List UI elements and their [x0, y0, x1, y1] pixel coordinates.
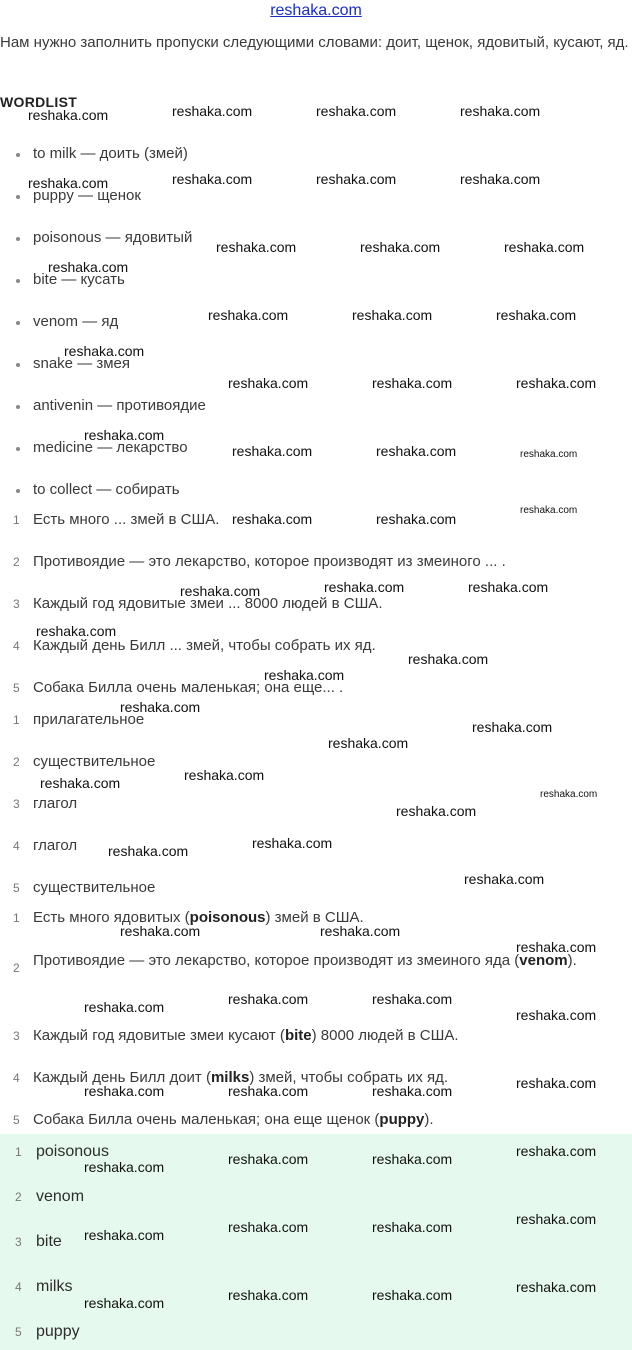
- completed-sentence-text: Каждый год ядовитые змеи кусают (bite) 8000 людей в США.: [33, 1027, 459, 1044]
- watermark-text: reshaka.com: [464, 871, 545, 887]
- item-number: 3: [13, 597, 20, 611]
- watermark-text: reshaka.com: [120, 699, 201, 715]
- watermark-text: reshaka.com: [252, 835, 333, 851]
- item-number: 4: [13, 839, 20, 853]
- answer-word: milks: [210, 1069, 250, 1086]
- watermark-text: reshaka.com: [516, 1075, 597, 1091]
- item-number: 4: [13, 1071, 20, 1085]
- wordlist-item-text: snake — змея: [33, 355, 131, 372]
- wordlist-item-text: medicine — лекарство: [33, 439, 188, 456]
- watermark-text: reshaka.com: [108, 843, 189, 859]
- watermark-text: reshaka.com: [408, 651, 489, 667]
- watermark-text: reshaka.com: [496, 307, 577, 323]
- watermark-text: reshaka.com: [324, 579, 405, 595]
- gap-sentence-text: Противоядие — это лекарство, которое производят из змеиного ... .: [33, 553, 506, 570]
- item-number: 1: [13, 911, 20, 925]
- item-number: 5: [15, 1325, 22, 1339]
- item-number: 2: [13, 555, 20, 569]
- answer-word: venom: [519, 952, 568, 969]
- watermark-text: reshaka.com: [516, 375, 597, 391]
- watermark-text: reshaka.com: [208, 307, 289, 323]
- watermark-text: reshaka.com: [216, 239, 297, 255]
- watermark-text: reshaka.com: [516, 1143, 597, 1159]
- watermark-text: reshaka.com: [520, 449, 578, 460]
- watermark-text: reshaka.com: [460, 171, 541, 187]
- intro-text: Нам нужно заполнить пропуски следующими словами: доит, щенок, ядовитый, кусают, яд.: [0, 34, 629, 51]
- watermark-text: reshaka.com: [228, 1151, 309, 1167]
- item-number: 5: [13, 1113, 20, 1127]
- item-number: 5: [13, 681, 20, 695]
- watermark-text: reshaka.com: [516, 939, 597, 955]
- answer-word: bite: [284, 1027, 312, 1044]
- watermark-text: reshaka.com: [328, 735, 409, 751]
- wordlist-item-text: to collect — собирать: [33, 481, 180, 498]
- item-number: 1: [13, 513, 20, 527]
- answer-text: poisonous: [36, 1143, 109, 1160]
- watermark-text: reshaka.com: [228, 991, 309, 1007]
- item-number: 1: [15, 1145, 22, 1159]
- watermark-text: reshaka.com: [372, 1083, 453, 1099]
- answer-text: bite: [36, 1233, 62, 1250]
- bullet-icon: [16, 447, 20, 451]
- bullet-icon: [16, 489, 20, 493]
- watermark-text: reshaka.com: [396, 803, 477, 819]
- answer-word: poisonous: [189, 909, 266, 926]
- bullet-icon: [16, 237, 20, 241]
- answer-text: venom: [36, 1188, 85, 1205]
- watermark-text: reshaka.com: [84, 1227, 165, 1243]
- watermark-text: reshaka.com: [372, 1287, 453, 1303]
- watermark-text: reshaka.com: [36, 623, 117, 639]
- watermark-text: reshaka.com: [228, 1083, 309, 1099]
- item-number: 2: [13, 961, 20, 975]
- watermark-text: reshaka.com: [232, 443, 313, 459]
- watermark-text: reshaka.com: [468, 579, 549, 595]
- watermark-text: reshaka.com: [64, 343, 145, 359]
- wordlist-item-text: venom — яд: [33, 313, 119, 330]
- item-number: 2: [15, 1190, 22, 1204]
- watermark-text: reshaka.com: [228, 1287, 309, 1303]
- item-number: 3: [13, 1029, 20, 1043]
- watermark-text: reshaka.com: [520, 505, 578, 516]
- watermark-text: reshaka.com: [180, 583, 261, 599]
- site-logo-link[interactable]: reshaka.com: [270, 2, 362, 19]
- watermark-text: reshaka.com: [84, 1159, 165, 1175]
- watermark-text: reshaka.com: [376, 443, 457, 459]
- wordlist-item-text: to milk — доить (змей): [33, 145, 188, 162]
- watermark-text: reshaka.com: [84, 1295, 165, 1311]
- watermark-text: reshaka.com: [316, 171, 397, 187]
- answer-word: puppy: [379, 1111, 425, 1128]
- completed-sentence-text: Собака Билла очень маленькая; она еще щенок (puppy).: [33, 1111, 434, 1128]
- watermark-text: reshaka.com: [120, 923, 201, 939]
- watermark-text: reshaka.com: [28, 107, 109, 123]
- gap-sentence-text: Собака Билла очень маленькая; она еще... .: [33, 679, 344, 696]
- part-of-speech-item-text: глагол: [33, 795, 78, 812]
- wordlist-heading: WORDLIST: [0, 94, 78, 110]
- gap-sentence-text: Каждый день Билл ... змей, чтобы собрать их яд.: [33, 637, 376, 654]
- watermark-text: reshaka.com: [372, 375, 453, 391]
- watermark-text: reshaka.com: [232, 511, 313, 527]
- gap-sentence-text: Есть много ... змей в США.: [33, 511, 220, 528]
- watermark-text: reshaka.com: [84, 427, 165, 443]
- wordlist-item-text: poisonous — ядовитый: [33, 229, 193, 246]
- watermark-text: reshaka.com: [228, 375, 309, 391]
- part-of-speech-item-text: существительное: [33, 753, 156, 770]
- bullet-icon: [16, 321, 20, 325]
- watermark-text: reshaka.com: [516, 1007, 597, 1023]
- completed-sentence-text: Каждый день Билл доит (milks) змей, чтобы собрать их яд.: [33, 1069, 449, 1086]
- watermark-text: reshaka.com: [460, 103, 541, 119]
- bullet-icon: [16, 405, 20, 409]
- wordlist-item-text: bite — кусать: [33, 271, 125, 288]
- watermark-text: reshaka.com: [372, 1219, 453, 1235]
- watermark-text: reshaka.com: [372, 991, 453, 1007]
- watermark-text: reshaka.com: [540, 789, 598, 800]
- watermark-text: reshaka.com: [516, 1279, 597, 1295]
- watermark-text: reshaka.com: [472, 719, 553, 735]
- watermark-text: reshaka.com: [184, 767, 265, 783]
- watermark-text: reshaka.com: [172, 103, 253, 119]
- watermark-text: reshaka.com: [28, 175, 109, 191]
- wordlist-item-text: puppy — щенок: [33, 187, 141, 204]
- answer-text: puppy: [36, 1323, 80, 1340]
- wordlist-item-text: antivenin — противоядие: [33, 397, 206, 414]
- item-number: 2: [13, 755, 20, 769]
- watermark-text: reshaka.com: [48, 259, 129, 275]
- watermark-text: reshaka.com: [316, 103, 397, 119]
- completed-sentence-text: Есть много ядовитых (poisonous) змей в США.: [33, 909, 364, 926]
- part-of-speech-item-text: существительное: [33, 879, 156, 896]
- watermark-text: reshaka.com: [228, 1219, 309, 1235]
- watermark-text: reshaka.com: [352, 307, 433, 323]
- watermark-text: reshaka.com: [360, 239, 441, 255]
- item-number: 4: [15, 1280, 22, 1294]
- watermark-text: reshaka.com: [320, 923, 401, 939]
- bullet-icon: [16, 363, 20, 367]
- watermark-text: reshaka.com: [264, 667, 345, 683]
- watermark-text: reshaka.com: [172, 171, 253, 187]
- item-number: 3: [13, 797, 20, 811]
- watermark-text: reshaka.com: [84, 999, 165, 1015]
- watermark-text: reshaka.com: [84, 1083, 165, 1099]
- watermark-text: reshaka.com: [516, 1211, 597, 1227]
- bullet-icon: [16, 153, 20, 157]
- answer-text: milks: [36, 1278, 73, 1295]
- completed-sentence-text: Противоядие — это лекарство, которое производят из змеиного яда (venom).: [33, 952, 577, 969]
- bullet-icon: [16, 279, 20, 283]
- gap-sentence-text: Каждый год ядовитые змеи ... 8000 людей в США.: [33, 595, 383, 612]
- item-number: 3: [15, 1235, 22, 1249]
- watermark-text: reshaka.com: [376, 511, 457, 527]
- item-number: 1: [13, 713, 20, 727]
- watermark-text: reshaka.com: [504, 239, 585, 255]
- item-number: 5: [13, 881, 20, 895]
- watermark-text: reshaka.com: [372, 1151, 453, 1167]
- bullet-icon: [16, 195, 20, 199]
- item-number: 4: [13, 639, 20, 653]
- part-of-speech-item-text: прилагательное: [33, 711, 145, 728]
- part-of-speech-item-text: глагол: [33, 837, 78, 854]
- watermark-text: reshaka.com: [40, 775, 121, 791]
